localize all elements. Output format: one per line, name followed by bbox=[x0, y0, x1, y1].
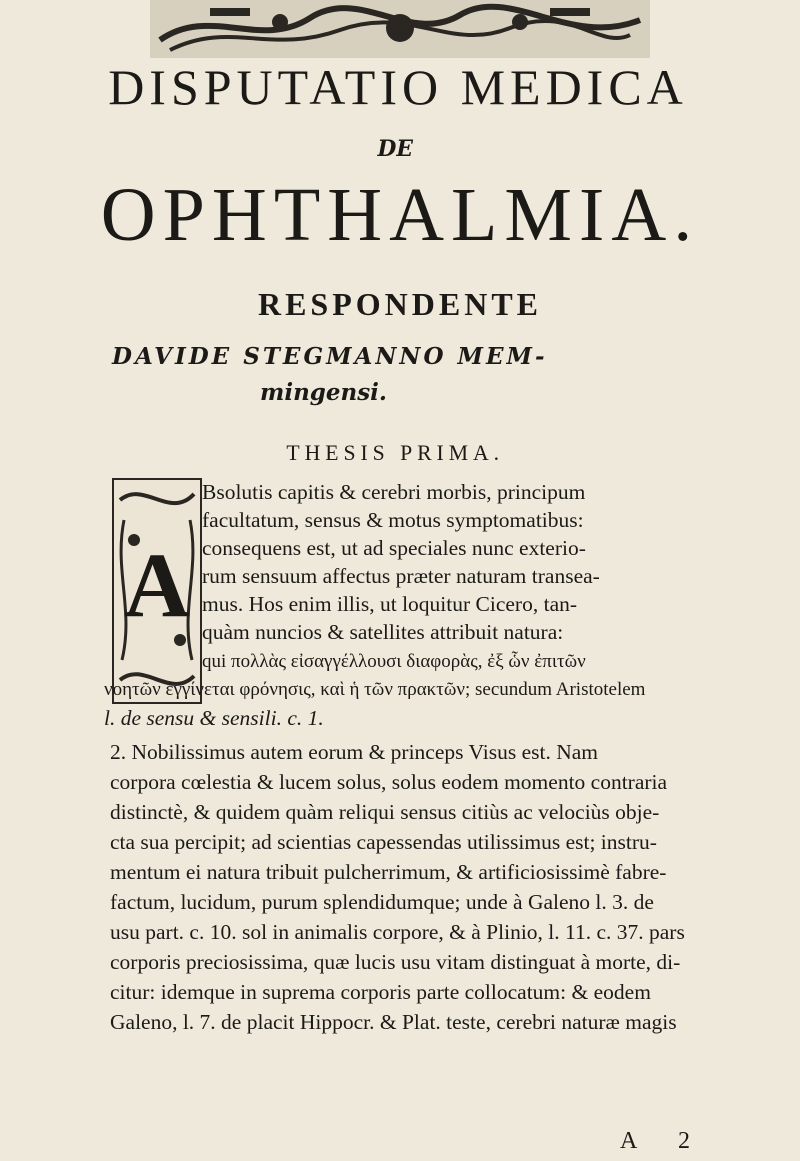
author-name: DAVIDE STEGMANNO MEM- bbox=[112, 343, 548, 370]
thesis-heading: THESIS PRIMA. bbox=[286, 440, 505, 465]
body-line-2: facultatum, sensus & motus symptomatibus: bbox=[202, 508, 584, 532]
body-line-5: mus. Hos enim illis, ut loquitur Cicero, tan- bbox=[202, 592, 578, 616]
body-line-7: qui πολλὰς εἰσαγγέλλουσι διαφορὰς, ἐξ ὧν ἐπιτῶν bbox=[202, 651, 586, 672]
body-line-3: consequens est, ut ad speciales nunc exterio- bbox=[202, 536, 586, 560]
author-name-continued: mingensi. bbox=[260, 379, 387, 406]
body-line-1: Bsolutis capitis & cerebri morbis, principum bbox=[202, 480, 586, 504]
document-title: OPHTHALMIA. bbox=[100, 173, 700, 257]
body-line-6: quàm nuncios & satellites attribuit natura: bbox=[202, 620, 564, 644]
body-line-9: l. de sensu & sensili. c. 1. bbox=[104, 706, 324, 730]
body-line-11: corpora cœlestia & lucem solus, solus eodem momento contraria bbox=[110, 770, 668, 794]
signature-mark: A 2 bbox=[620, 1128, 709, 1154]
body-line-15: factum, lucidum, purum splendidumque; unde à Galeno l. 3. de bbox=[110, 890, 654, 914]
body-line-19: Galeno, l. 7. de placit Hippocr. & Plat. teste, cerebri naturæ magis bbox=[110, 1010, 677, 1034]
body-line-8: νοητῶν ἐγγίνεται φρόνησις, καὶ ἡ τῶν πρακτῶν; secundum Aristotelem bbox=[104, 679, 646, 700]
body-line-4: rum sensuum affectus præter naturam transea- bbox=[202, 564, 600, 588]
body-line-17: corporis preciosissima, quæ lucis usu vitam distinguat à morte, di- bbox=[110, 950, 681, 974]
decorated-initial bbox=[112, 478, 202, 704]
body-line-13: cta sua percipit; ad scientias capessendas utilissimus est; instru- bbox=[110, 830, 657, 854]
heading-de: DE bbox=[377, 136, 413, 162]
initial-letter: A bbox=[123, 534, 191, 636]
body-line-16: usu part. c. 10. sol in animalis corpore, & à Plinio, l. 11. c. 37. pars bbox=[110, 920, 685, 944]
body-line-12: distinctè, & quidem quàm reliqui sensus citiùs ac velociùs obje- bbox=[110, 800, 660, 824]
body-line-18: citur: idemque in suprema corporis parte collocatum: & eodem bbox=[110, 980, 651, 1004]
heading-disputatio: DISPUTATIO MEDICA bbox=[108, 59, 688, 115]
heading-respondente: RESPONDENTE bbox=[257, 286, 543, 322]
header-ornament-icon bbox=[150, 0, 650, 58]
body-line-14: mentum ei natura tribuit pulcherrimum, & artificiosissimè fabre- bbox=[110, 860, 667, 884]
body-line-10: 2. Nobilissimus autem eorum & princeps Visus est. Nam bbox=[110, 740, 598, 764]
